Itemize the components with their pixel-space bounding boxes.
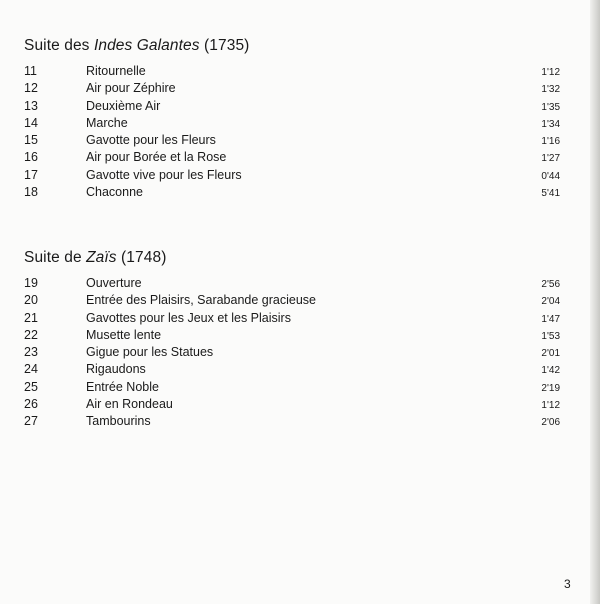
track-title: Ouverture xyxy=(86,276,142,290)
track-duration: 1'47 xyxy=(541,313,560,325)
track-number: 24 xyxy=(24,362,38,377)
track-row xyxy=(24,167,560,184)
track-duration: 1'35 xyxy=(541,101,560,113)
suite-year: (1748) xyxy=(116,249,167,266)
track-list xyxy=(24,63,560,201)
track-duration: 2'56 xyxy=(541,279,560,290)
track-number: 16 xyxy=(24,150,38,165)
track-number: 22 xyxy=(24,327,38,342)
suite-heading xyxy=(24,36,560,56)
track-row xyxy=(24,98,560,115)
track-number: 23 xyxy=(24,345,38,360)
track-title: Gavotte vive pour les Fleurs xyxy=(86,167,242,182)
track-row xyxy=(24,115,560,132)
track-title: Tambourins xyxy=(86,414,151,429)
track-title: Rigaudons xyxy=(86,362,146,377)
track-duration: 2'19 xyxy=(541,382,560,394)
track-title: Gavottes pour les Jeux et les Plaisirs xyxy=(86,310,291,325)
track-duration: 0'44 xyxy=(541,170,560,182)
track-duration: 1'16 xyxy=(541,136,560,148)
track-number: 12 xyxy=(24,81,38,96)
track-title: Deuxième Air xyxy=(86,98,161,113)
track-row xyxy=(24,379,560,396)
track-number: 26 xyxy=(24,397,38,412)
track-title: Gigue pour les Statues xyxy=(86,345,214,360)
page-edge-shadow xyxy=(590,0,600,604)
suite-heading xyxy=(24,248,560,268)
track-duration: 1'34 xyxy=(541,118,560,130)
track-duration: 2'01 xyxy=(541,348,560,360)
track-row xyxy=(24,292,560,309)
track-title: Entrée Noble xyxy=(86,379,159,394)
track-duration: 5'41 xyxy=(541,188,560,200)
track-title: Chaconne xyxy=(86,185,143,200)
track-row xyxy=(24,132,560,149)
track-title: Gavotte pour les Fleurs xyxy=(86,133,216,148)
track-row xyxy=(24,184,560,201)
track-row xyxy=(24,361,560,378)
track-number: 21 xyxy=(24,310,38,325)
track-title: Musette lente xyxy=(86,327,162,342)
track-number: 18 xyxy=(24,185,38,200)
track-row xyxy=(24,396,560,413)
track-duration: 1'27 xyxy=(541,153,560,165)
track-number: 15 xyxy=(24,133,38,148)
suite-indes-galantes xyxy=(24,36,560,201)
track-number: 13 xyxy=(24,98,38,113)
track-row xyxy=(24,310,560,327)
track-title: Ritournelle xyxy=(86,64,146,78)
track-row xyxy=(24,275,560,292)
track-row xyxy=(24,149,560,166)
suite-title-prefix: Suite de xyxy=(24,249,87,266)
track-duration: 2'06 xyxy=(541,417,560,429)
track-row xyxy=(24,413,560,430)
page-number: 3 xyxy=(564,577,571,591)
track-duration: 1'32 xyxy=(541,84,560,96)
suite-title-prefix: Suite des xyxy=(24,37,94,54)
suite-work-title: Zaïs xyxy=(86,249,117,266)
track-title: Air pour Zéphire xyxy=(86,81,176,96)
track-row xyxy=(24,63,560,80)
track-row xyxy=(24,327,560,344)
track-number: 27 xyxy=(24,414,38,429)
track-row xyxy=(24,80,560,97)
track-duration: 1'42 xyxy=(541,365,560,377)
track-row xyxy=(24,344,560,361)
track-list xyxy=(24,275,560,431)
track-number: 25 xyxy=(24,379,38,394)
track-title: Air pour Borée et la Rose xyxy=(86,150,227,165)
track-title: Marche xyxy=(86,115,128,130)
track-title: Entrée des Plaisirs, Sarabande gracieuse xyxy=(86,293,316,308)
suite-year: (1735) xyxy=(199,37,250,54)
track-number: 20 xyxy=(24,293,38,308)
track-number: 11 xyxy=(24,64,37,78)
track-number: 14 xyxy=(24,115,38,130)
track-title: Air en Rondeau xyxy=(86,397,173,412)
track-number: 19 xyxy=(24,276,38,290)
track-duration: 1'53 xyxy=(541,330,560,342)
suite-zais xyxy=(24,248,560,431)
suite-work-title: Indes Galantes xyxy=(93,37,200,54)
track-number: 17 xyxy=(24,167,38,182)
track-duration: 1'12 xyxy=(541,400,560,412)
track-duration: 1'12 xyxy=(541,67,560,78)
track-duration: 2'04 xyxy=(541,296,560,308)
